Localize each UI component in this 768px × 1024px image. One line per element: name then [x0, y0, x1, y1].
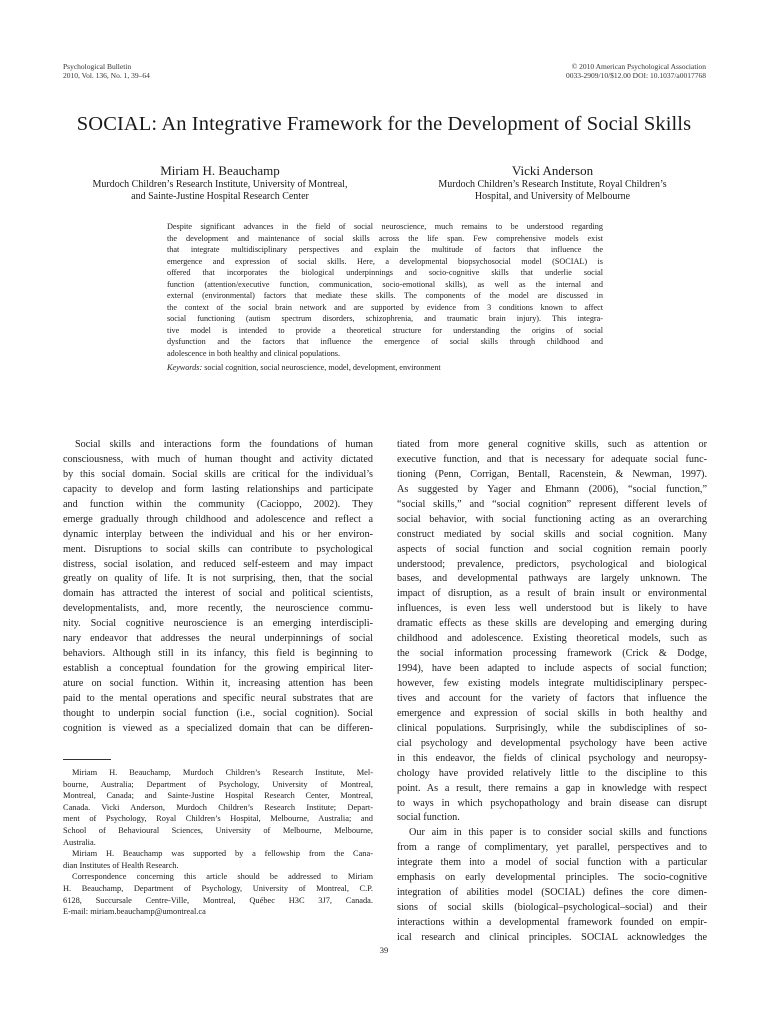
footnote-line: Montreal, Canada; and Sainte-Justine Hospital Research Center, Montreal, [63, 791, 373, 801]
footnote-line: Correspondence concerning this article should be addressed to Miriam [72, 872, 373, 882]
body-line: tiated from more general cognitive skills, such as attention or [397, 439, 707, 450]
author-block-1 [60, 163, 380, 203]
body-line: in this endeavor, the fields of clinical psychology and neuropsy- [397, 752, 707, 764]
keywords-text: social cognition, social neuroscience, model, development, environment [204, 363, 441, 372]
affiliation-line: Hospital, and University of Melbourne [474, 191, 631, 202]
body-line: thought to underpin social function (i.e., social cognition). Social [63, 707, 373, 719]
affiliation-line: and Sainte-Justine Hospital Research Center [131, 191, 309, 202]
body-line: establish a conceptual foundation for the growing empirical liter- [63, 663, 373, 675]
body-line: impact of disruption, as a result of brain insult or environmental [397, 588, 707, 600]
body-line: paid to the mental operations and specific neural substrates that are [63, 692, 373, 704]
body-line: domain has attracted the interest of social and political scientists, [63, 588, 373, 600]
keywords-label: Keywords: [167, 363, 203, 372]
footnote-line: Miriam H. Beauchamp, Murdoch Children’s Research Institute, Mel- [72, 768, 373, 777]
body-line: by this social domain. Social skills are critical for the individual’s [63, 468, 373, 480]
body-column-right [397, 438, 707, 946]
body-line: Our aim in this paper is to consider social skills and functions [409, 827, 707, 839]
body-line: distress, social isolation, and reduced self-esteem and may impact [63, 558, 373, 570]
body-line: however, few existing models integrate multidisciplinary perspec- [397, 678, 707, 689]
body-line: dynamic interplay between the individual and his or her environ- [63, 528, 373, 540]
abstract-line: function (attention/executive function, communication, socio-emotional skills), as well as the internal and [167, 279, 603, 289]
abstract-line: social functioning (autism spectrum disorders, schizophrenia, and traumatic brain injury). This integra- [167, 314, 603, 323]
journal-name: Psychological Bulletin [63, 62, 132, 71]
abstract [167, 221, 603, 359]
footnote-line: H. Beauchamp, Department of Psychology, University of Montreal, C.P. [63, 883, 373, 893]
body-line: As suggested by Yager and Ehmann (2006), “social function,” [397, 483, 707, 495]
body-line: behaviors. Although still in its infancy, this field is beginning to [63, 648, 373, 660]
abstract-line: the development and maintenance of social skills across the life span. Few comprehensive models exist [167, 233, 603, 243]
body-line: nary endeavor that addresses the neural underpinnings of social [63, 633, 373, 645]
abstract-line: that integrate multidisciplinary perspectives and explain the multitude of factors that influence the [167, 245, 603, 254]
footnote-email[interactable]: E-mail: miriam.beauchamp@umontreal.ca [63, 907, 206, 917]
copyright-line: © 2010 American Psychological Association [571, 62, 706, 71]
body-line: sions of social skills (biological–psychological–social) and their [397, 902, 707, 914]
author-block-2 [395, 163, 710, 203]
body-line: the social information processing framework (Crick & Dodge, [397, 648, 707, 660]
body-line: tioning (Penn, Corrigan, Bentall, Racenstein, & Newman, 1997). [397, 468, 707, 480]
body-line: cial psychology and developmental psychology have been active [397, 737, 707, 749]
keywords [167, 362, 603, 373]
body-line: clinical populations. Surprisingly, while the subdisciplines of so- [397, 722, 707, 734]
abstract-line: emergence and expression of social skills. Here, a developmental biopsychosocial model (SOCIAL) is [167, 256, 603, 266]
body-line: integrate them into a model of social function with a particular [397, 857, 707, 869]
body-line: to ways in which psychopathology and brain disease can disrupt [397, 797, 707, 809]
abstract-line: dysfunction and the factors that influence the emergence of social skills through childhood and [167, 337, 603, 346]
footnote-line: Canada. Vicki Anderson, Murdoch Children’s Research Institute; Depart- [63, 802, 373, 812]
body-line: 1994), have been adapted to include aspects of social function; [397, 663, 707, 675]
body-line: emerge gradually through childhood and adolescence and reflect a [63, 513, 373, 525]
article-title: SOCIAL: An Integrative Framework for the Development of Social Skills [76, 113, 692, 135]
body-line: emphasis on early developmental principles. The socio-cognitive [397, 872, 707, 884]
journal-citation [63, 62, 150, 80]
body-line: consciousness, with much of human thought and activity dictated [63, 453, 373, 465]
footnote-line: bourne, Australia; Department of Psychology, University of Montreal, [63, 779, 373, 789]
body-line: construct mediated by social skills and social cognition. Many [397, 528, 707, 540]
footnote-line: Miriam H. Beauchamp was supported by a fellowship from the Cana- [72, 849, 373, 859]
abstract-line: external (environmental) factors that mediate these skills. The components of the model are discussed in [167, 291, 603, 300]
body-line: influences, is even less well understood but is likely to have [397, 603, 707, 615]
footnote-line: 6128, Succursale Centre-Ville, Montreal, Québec H3C 3J7, Canada. [63, 895, 373, 905]
body-line: social function. [397, 812, 460, 824]
body-line: understood; prevalence, predictors, psychological and biological [397, 558, 707, 570]
body-line: greatly on quality of life. It is not surprising, then, that the social [63, 573, 373, 585]
body-line: point. As a result, there remains a gap in knowledge with respect [397, 782, 707, 794]
footnote-line: School of Behavioural Sciences, University of Melbourne, Melbourne, [63, 825, 373, 835]
body-line: and function within the community (Cacioppo, 2002). They [63, 498, 373, 510]
abstract-line: the context of the social brain network and are supported by evidence from 3 conditions known to affect [167, 302, 603, 312]
body-line: social behavior, with social functioning acting as an overarching [397, 513, 707, 525]
body-line: dramatic effects as these skills are developing and emerging during [397, 618, 707, 630]
author-note [63, 767, 373, 918]
body-line: tives and account for the variety of factors that influence the [397, 692, 707, 704]
body-line: childhood and adolescence. Existing theoretical models, such as [397, 633, 707, 645]
body-line: developmentalists, and, more recently, the neuroscience commu- [63, 603, 373, 615]
footnote-divider [63, 759, 111, 760]
author-name: Miriam H. Beauchamp [160, 163, 280, 178]
journal-volume: 2010, Vol. 136, No. 1, 39–64 [63, 71, 150, 80]
abstract-line: offered that incorporates the biological underpinnings and socio-cognitive skills that underlie social [167, 268, 603, 277]
body-column-left [63, 438, 373, 737]
body-line: integration of abilities model (SOCIAL) defines the core dimen- [397, 887, 707, 899]
body-line: nity. Social cognitive neuroscience is an emerging interdiscipli- [63, 618, 373, 630]
abstract-line: Despite significant advances in the field of social neuroscience, much remains to be understood regarding [167, 222, 603, 231]
author-name: Vicki Anderson [511, 163, 594, 178]
body-line: interactions within a developmental framework founded on empir- [397, 917, 707, 928]
body-line: bases, and developmental pathways are largely unknown. The [397, 573, 707, 585]
doi-line: 0033-2909/10/$12.00 DOI: 10.1037/a0017768 [566, 71, 706, 80]
copyright-notice [566, 62, 706, 80]
body-line: aspects of social function and social cognition remain poorly [397, 543, 707, 555]
affiliation-line: Murdoch Children’s Research Institute, University of Montreal, [92, 179, 348, 190]
page-number: 39 [379, 945, 389, 955]
footnote-line: dian Institutes of Health Research. [63, 860, 179, 870]
body-line: Social skills and interactions form the foundations of human [75, 439, 373, 450]
body-line: from a range of complimentary, yet parallel, perspectives and to [397, 842, 707, 854]
body-line: ment. Disruptions to social skills can contribute to psychological [63, 543, 373, 555]
footnote-line: ment of Psychology, Royal Children’s Hospital, Melbourne, Australia; and [63, 814, 373, 824]
body-line: executive function, and that is necessary for adequate social func- [397, 453, 707, 465]
body-line: ical research and clinical principles. SOCIAL acknowledges the [397, 931, 707, 943]
body-line: ature on social function. Within it, increasing attention has been [63, 678, 373, 689]
author-affiliation [395, 179, 710, 203]
abstract-line: adolescence in both healthy and clinical populations. [167, 348, 341, 358]
author-affiliation [60, 179, 380, 203]
abstract-line: tive model is intended to provide a theoretical structure for understanding the origins of social [167, 325, 603, 335]
body-line: “social skills,” and “social cognition” represent different levels of [397, 498, 707, 510]
body-line: capacity to develop and form lasting relationships and participate [63, 483, 373, 495]
affiliation-line: Murdoch Children’s Research Institute, Royal Children’s [438, 179, 667, 190]
footnote-line: Australia. [63, 837, 96, 847]
body-line: chology have provided relatively little to the discipline to this [397, 767, 707, 779]
body-line: emergence and expression of social skills in both healthy and [397, 707, 707, 719]
body-line: cognition is viewed as a specialized domain that can be differen- [63, 722, 373, 734]
